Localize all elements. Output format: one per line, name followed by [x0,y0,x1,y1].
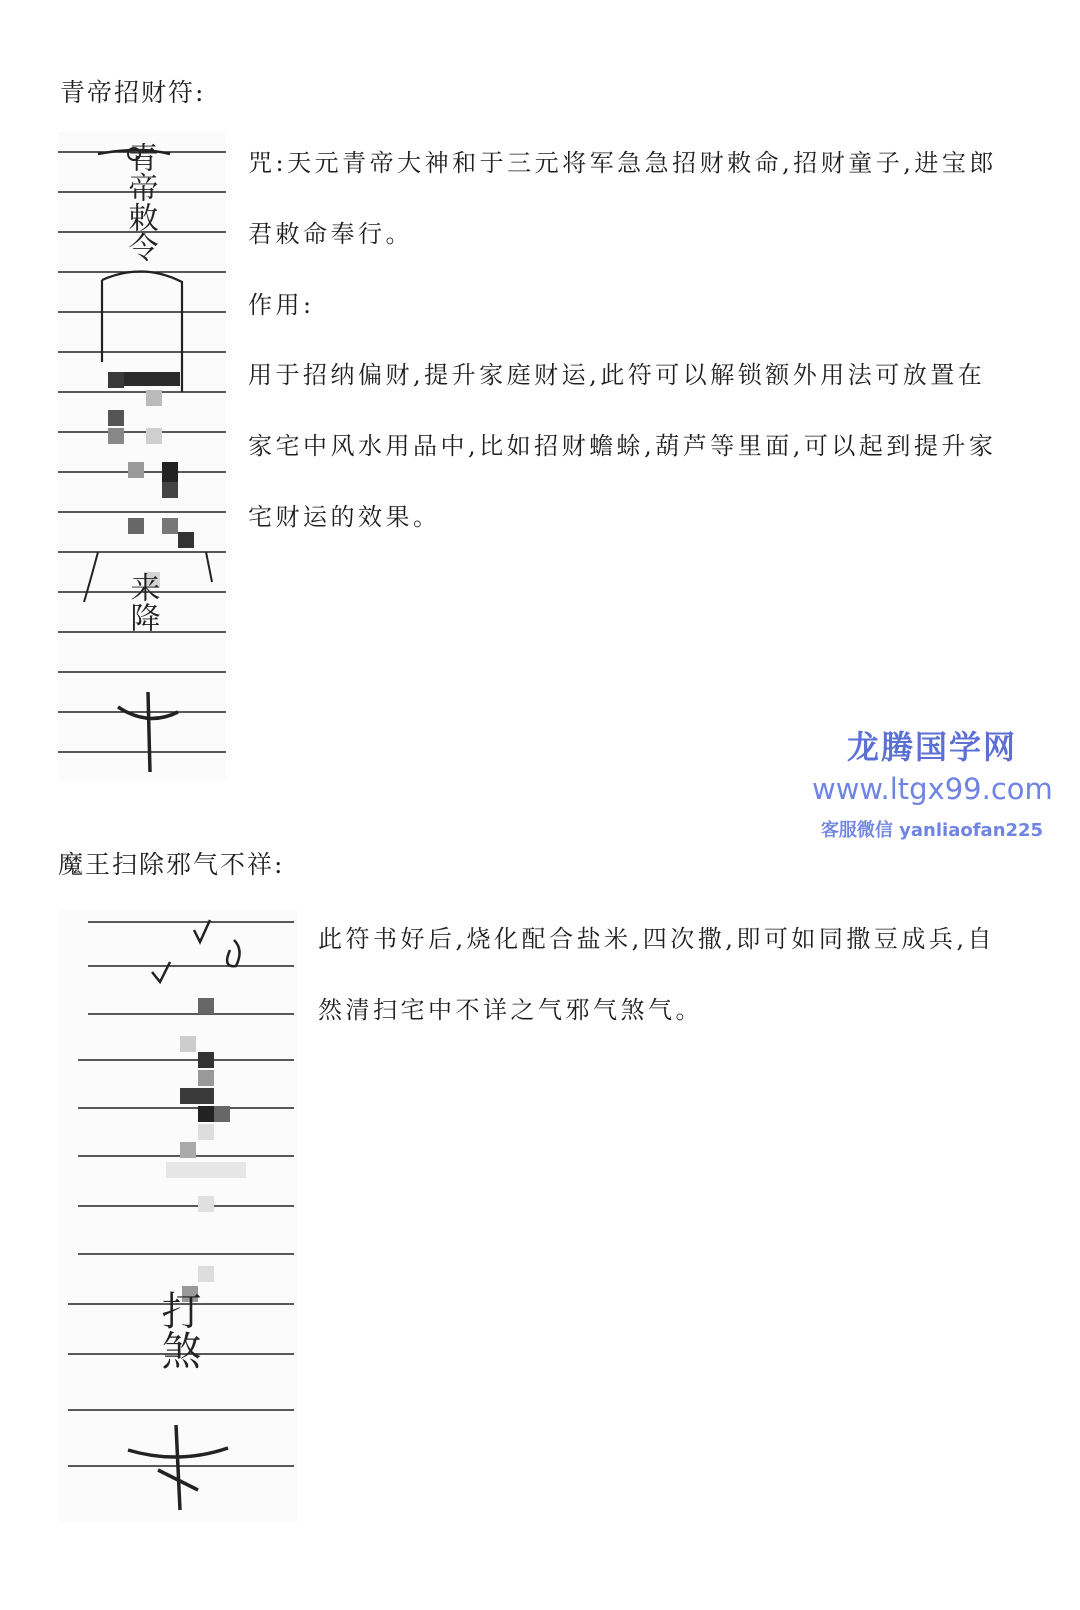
watermark-contact: 客服微信 yanliaofan225 [820,820,1044,841]
talisman2-bottom-text: 打煞 [155,1290,201,1370]
section2-text: 此符书好后,烧化配合盐米,四次撒,即可如同撒豆成兵,自然清扫宅中不详之气邪气煞气。 [318,925,996,1024]
demon-king-talisman-image [58,910,298,1522]
section2-heading: 魔王扫除邪气不祥: [58,850,285,879]
qingdi-talisman-image [58,132,226,782]
watermark-url: www.ltgx99.com [812,772,1053,806]
site-watermark [812,722,1052,842]
talisman-top-text: 青帝敕令 [122,142,158,262]
section1-usage-label: 作用: [248,291,315,319]
talisman-bottom-text: 来降 [124,572,160,632]
section1-heading: 青帝招财符: [60,78,206,107]
section1-usage-text: 用于招纳偏财,提升家庭财运,此符可以解锁额外用法可放置在家宅中风水用品中,比如招财蟾蜍,葫芦等里面,可以起到提升家宅财运的效果。 [248,361,997,531]
watermark-title: 龙腾国学网 [846,728,1017,766]
section1-incantation: 咒:天元青帝大神和于三元将军急急招财敕命,招财童子,进宝郎君敕命奉行。 [248,149,997,248]
